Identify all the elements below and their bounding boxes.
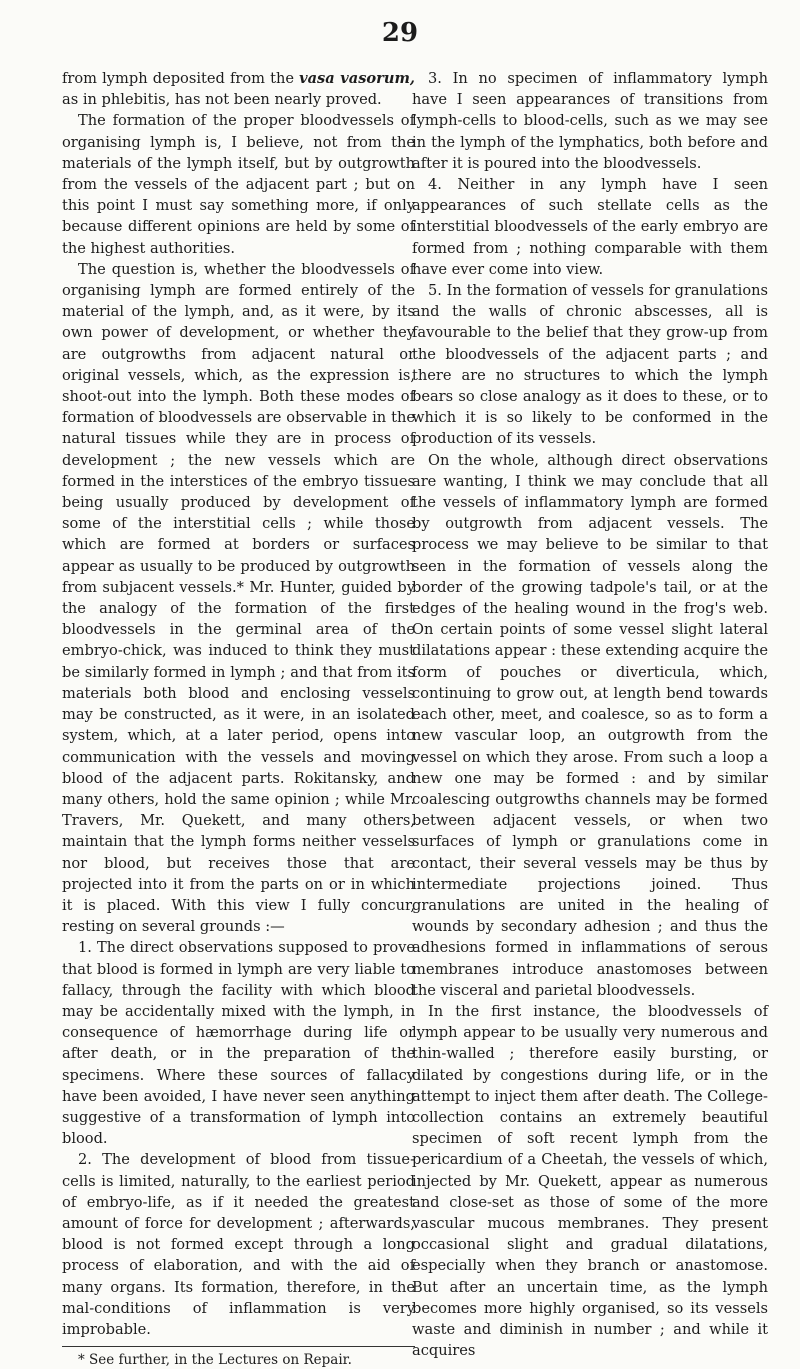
numbered-paragraph: 3. In no specimen of inflammatory lymph have I seen appearances of transitions from lymph-cells to blood-cells, such as we may see in the lymph of the lymphatics, both before and after it is poured into the bloodvessels. (412, 70, 768, 172)
italic-term: vasa vasorum, (299, 70, 415, 87)
numbered-paragraph: 2. The development of blood from tissue-cells is limited, naturally, to the earliest period of embryo-life, as if it needed the greatest amount of force for development ; afterwards, blood is not formed except through a long process of elaboration, and with the aid of many organs. Its formation, therefore, in the mal-conditions of inflammation is very improbable. (62, 1151, 415, 1338)
numbered-paragraph: 4. Neither in any lymph have I seen appearances of such stellate cells as the interstitial bloodvessels of the early embryo are formed from ; nothing comparable with them have ever come into view. (412, 176, 768, 278)
page-number: 29 (381, 18, 419, 48)
paragraph: In the first instance, the bloodvessels of lymph appear to be usually very numerous and thin-walled ; therefore easily bursting, or dilated by congestions during life, or in the attempt to inject them after death. The College-collection contains an extremely beautiful specimen of soft recent lymph from the pericardium of a Cheetah, the vessels of which, injected by Mr. Quekett, appear as numerous and close-set as those of some of the more vascular mucous membranes. They present occasional slight and gradual dilatations, especially when they branch or anastomose. But after an uncertain time, as the lymph becomes more highly organised, so its vessels waste and diminish in number ; and while it acquires (412, 1002, 768, 1360)
footnote-divider (62, 1346, 415, 1347)
paragraph (62, 68, 415, 110)
numbered-paragraph: 5. In the formation of vessels for granulations and the walls of chronic abscesses, all is favourable to the belief that they grow-up from the bloodvessels of the adjacent parts ; and there are no structures to which the lymph bears so close analogy as it does to these, or to which it is so likely to be conformed in the production of its vessels. (412, 282, 768, 448)
paragraph: On the whole, although direct observations are wanting, I think we may conclude that all the vessels of inflammatory lymph are formed by outgrowth from adjacent vessels. The process we may believe to be similar to that seen in the formation of vessels along the border of the growing tadpole's tail, or at the edges of the healing wound in the frog's web. On certain points of some vessel slight lateral dilatations appear : these extending acquire the form of pouches or diverticula, which, continuing to grow out, at length bend towards each other, meet, and coalesce, so as to form a new vascular loop, an outgrowth from the vessel on which they arose. From such a loop a new one may be formed : and by similar coalescing outgrowths channels may be formed between adjacent vessels, or when two surfaces of lymph or granulations come in contact, their several vessels may be thus by intermediate projections joined. Thus granulations are united in the healing of wounds by secondary adhesion ; and thus the adhesions formed in inflammations of serous membranes introduce anastomoses between the visceral and parietal bloodvessels. (412, 451, 768, 999)
text-run: as in phlebitis, has not been nearly proved. (62, 91, 382, 109)
paragraph: The question is, whether the bloodvessels of organising lymph are formed entirely of the material of the lymph, and, as it were, by its own power of development, or whether they are outgrowths from adjacent natural or original vessels, which, as the expression is, shoot-out into the lymph. Both these modes of formation of bloodvessels are observable in the natural tissues while they are in process of development ; the new vessels which are formed in the interstices of the embryo tissues being usually produced by development of some of the interstitial cells ; while those which are formed at borders or surfaces appear as usually to be produced by outgrowth from subjacent vessels.* Mr. Hunter, guided by the analogy of the formation of the first bloodvessels in the germinal area of the embryo-chick, was induced to think they must be similarly formed in lymph ; and that from its materials both blood and enclosing vessels may be constructed, as it were, in an isolated system, which, at a later period, opens into communication with the vessels and moving blood of the adjacent parts. Rokitansky, and many others, hold the same opinion ; while Mr. Travers, Mr. Quekett, and many others, maintain that the lymph forms neither vessels nor blood, but receives those that are projected into it from the parts on or in which it is placed. With this view I fully concur, resting on several grounds :— (62, 260, 415, 936)
numbered-paragraph: 1. The direct observations supposed to prove that blood is formed in lymph are very liable to fallacy, through the facility with which blood may be accidentally mixed with the lymph, in consequence of hæmorrhage during life or after death, or in the preparation of the specimens. Where these sources of fallacy have been avoided, I have never seen anything suggestive of a transformation of lymph into blood. (62, 939, 415, 1148)
left-column (62, 68, 415, 1369)
footnote: * See further, in the Lectures on Repair. (78, 1352, 352, 1369)
paragraph: The formation of the proper bloodvessels of organising lymph is, I believe, not from the materials of the lymph itself, but by outgrowth from the vessels of the adjacent part ; but on this point I must say something more, if only because different opinions are held by some of the highest authorities. (62, 112, 415, 257)
right-column (412, 68, 768, 1361)
text-run: from lymph deposited from the (62, 70, 300, 87)
